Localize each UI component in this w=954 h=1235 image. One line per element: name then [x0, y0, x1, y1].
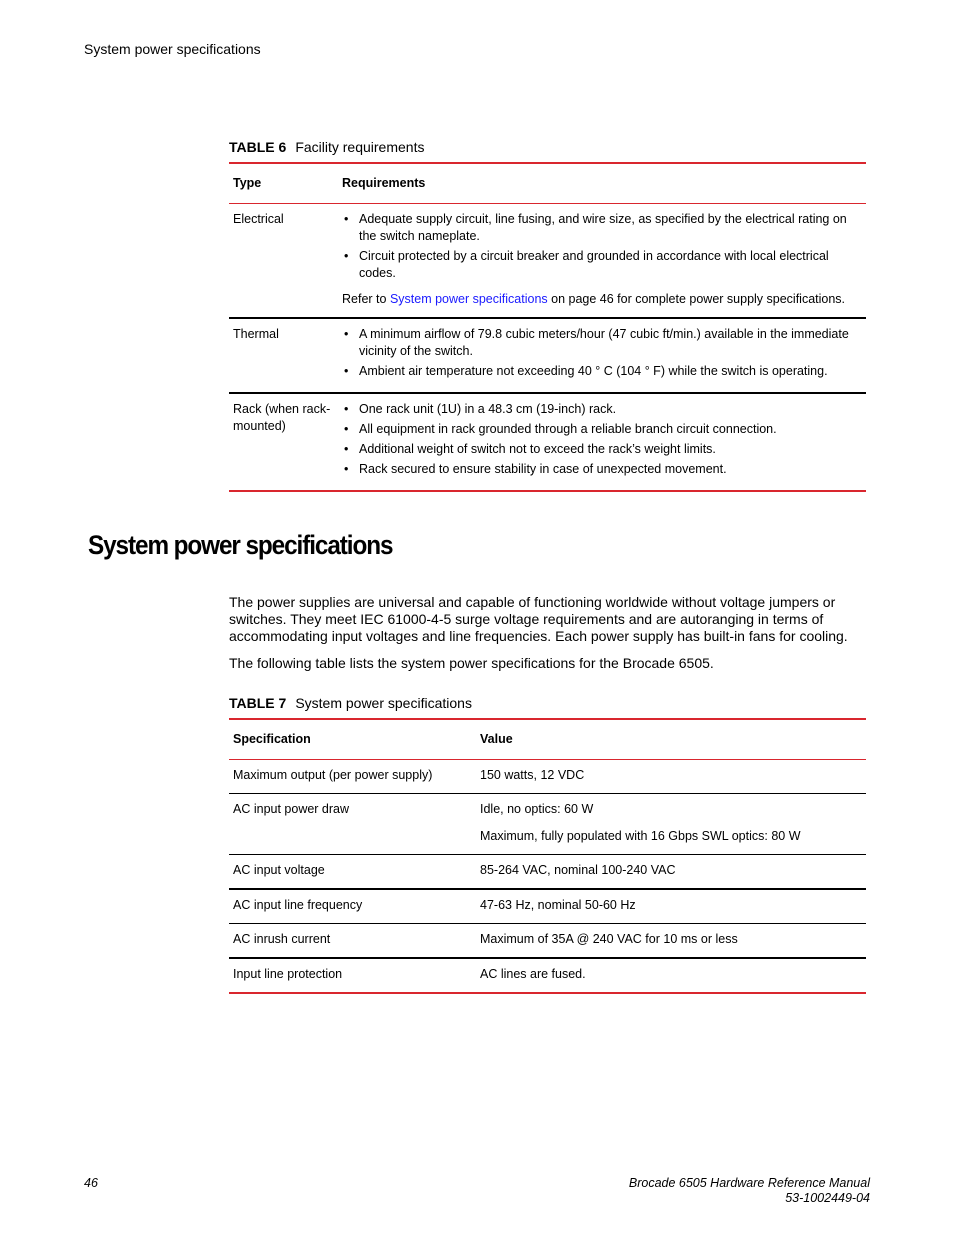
list-item: • One rack unit (1U) in a 48.3 cm (19-inch) rack. [342, 401, 862, 418]
value-text: 150 watts, 12 VDC [480, 768, 585, 782]
value-text: 47-63 Hz, nominal 50-60 Hz [480, 898, 636, 912]
running-header: System power specifications [84, 41, 261, 57]
list-item: • Rack secured to ensure stability in case of unexpected movement. [342, 461, 862, 478]
list-item: • A minimum airflow of 79.8 cubic meters/hour (47 cubic ft/min.) available in the immediate vicinity of the switch. [342, 326, 862, 360]
table-row [229, 924, 866, 959]
table6-caption [229, 139, 424, 155]
table-row [229, 889, 866, 924]
table-row [229, 855, 866, 890]
spec-cell: Input line protection [233, 967, 343, 981]
value-text: AC lines are fused. [480, 967, 586, 981]
list-item: • Additional weight of switch not to exceed the rack’s weight limits. [342, 441, 862, 458]
table6-caption-title: Facility requirements [295, 139, 425, 155]
value-cell [476, 958, 866, 993]
table-row [229, 318, 866, 393]
type-cell: Thermal [233, 327, 279, 341]
requirements-list [342, 211, 862, 282]
facility-requirements-table [229, 162, 866, 492]
table-row [229, 794, 866, 855]
column-header-specification: Specification [233, 732, 311, 746]
table-intro-paragraph: The following table lists the system power specifications for the Brocade 6505. [229, 655, 714, 671]
value-text: 85-264 VAC, nominal 100-240 VAC [480, 863, 676, 877]
system-power-specifications-table [229, 718, 866, 994]
column-header-value: Value [480, 732, 513, 746]
column-header-type: Type [233, 176, 262, 190]
list-item: • Ambient air temperature not exceeding 40 ° C (104 ° F) while the switch is operating. [342, 363, 862, 380]
table-header-row [229, 163, 866, 204]
note-prefix: Refer to [342, 292, 390, 306]
requirements-list [342, 326, 862, 380]
table-row [229, 760, 866, 794]
type-cell: Electrical [233, 212, 284, 226]
value-cell [476, 794, 866, 855]
table7-caption [229, 695, 472, 711]
table-row [229, 958, 866, 993]
value-cell [476, 924, 866, 959]
manual-title: Brocade 6505 Hardware Reference Manual [628, 1176, 870, 1190]
requirements-cell [338, 204, 866, 319]
table-row [229, 393, 866, 491]
value-text: Idle, no optics: 60 W [480, 802, 594, 816]
note-suffix: on page 46 for complete power supply specifications. [547, 292, 846, 306]
spec-cell: AC input voltage [233, 863, 325, 877]
value-text: Maximum, fully populated with 16 Gbps SWL optics: 80 W [480, 829, 801, 843]
spec-cell: AC inrush current [233, 932, 331, 946]
section-heading: System power specifications [88, 530, 393, 560]
reference-note [342, 291, 862, 308]
page-number: 46 [84, 1176, 98, 1190]
value-cell [476, 760, 866, 794]
table7-caption-title: System power specifications [295, 695, 472, 711]
column-header-requirements: Requirements [342, 176, 426, 190]
list-item: • Adequate supply circuit, line fusing, and wire size, as specified by the electrical rating on the switch nameplate. [342, 211, 862, 245]
intro-paragraph: The power supplies are universal and capable of functioning worldwide without voltage jumpers or switches. They meet IEC 61000-4-5 surge voltage requirements and are autoranging in terms of accommodating input voltages and line frequencies. Each power supply has built-in fans for cooling. [229, 594, 848, 644]
type-cell: Rack (when rack-mounted) [233, 402, 331, 433]
requirements-cell [338, 393, 866, 491]
spec-cell: AC input power draw [233, 802, 350, 816]
system-power-specifications-link[interactable]: System power specifications [389, 292, 548, 306]
spec-cell: Maximum output (per power supply) [233, 768, 433, 782]
value-text: Maximum of 35A @ 240 VAC for 10 ms or less [480, 932, 738, 946]
value-cell [476, 855, 866, 890]
table7-caption-number: TABLE 7 [229, 695, 287, 711]
value-cell [476, 889, 866, 924]
list-item: • Circuit protected by a circuit breaker and grounded in accordance with local electrical codes. [342, 248, 862, 282]
table-header-row [229, 719, 866, 760]
requirements-cell [338, 318, 866, 393]
list-item: • All equipment in rack grounded through a reliable branch circuit connection. [342, 421, 862, 438]
spec-cell: AC input line frequency [233, 898, 363, 912]
table-row [229, 204, 866, 319]
footer-document-info [629, 1176, 870, 1206]
document-number: 53-1002449-04 [785, 1191, 870, 1205]
table6-caption-number: TABLE 6 [229, 139, 287, 155]
requirements-list [342, 401, 862, 478]
